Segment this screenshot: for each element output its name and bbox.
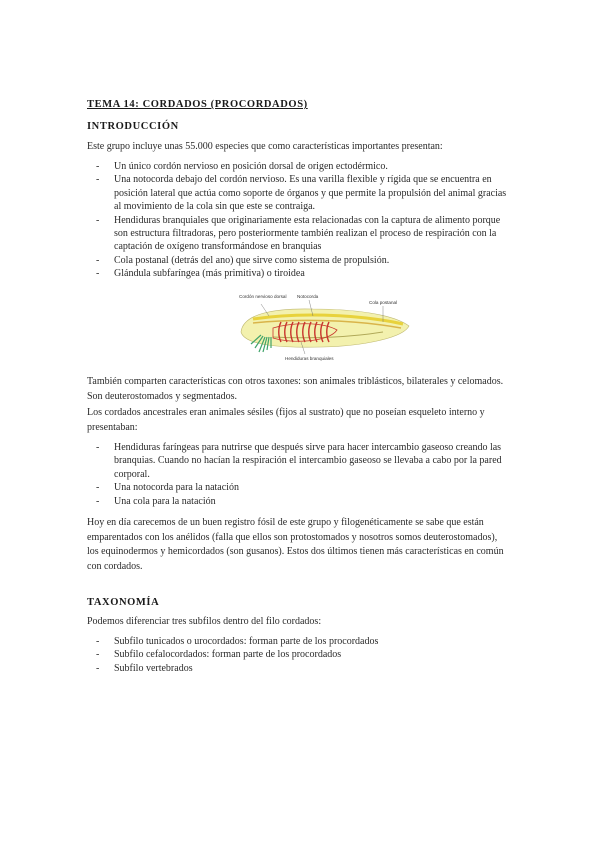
ancestral-traits-list	[96, 441, 508, 508]
list-item: - Una notocorda para la natación	[96, 482, 239, 494]
subphyla-list	[96, 635, 508, 675]
section-heading-introduccion: INTRODUCCIÓN	[87, 121, 179, 132]
intro-lead: Este grupo incluye unas 55.000 especies que como características importantes presentan:	[87, 141, 443, 152]
label-nerve-cord: Cordón nervioso dorsal	[239, 294, 287, 299]
chordate-diagram	[233, 292, 413, 370]
list-item: - Subfilo vertebrados	[96, 662, 193, 674]
list-item: - Subfilo tunicados o urocordados: forman parte de los procordados	[96, 636, 379, 647]
list-item: - Una notocorda debajo del cordón nervioso. Es una varilla flexible y rígida que se encuentra en posición lateral que actúa como soporte de órganos y que permite la propulsión del animal gracias al movimiento de la cola sin que este se contraiga.	[96, 174, 507, 213]
list-item: - Subfilo cefalocordados: forman parte de los procordados	[96, 649, 342, 661]
label-notochord: Notocorda	[297, 294, 319, 299]
label-gills: Hendiduras branquiales	[285, 356, 334, 361]
paragraph-ancestral: Los cordados ancestrales eran animales sésiles (fijos al sustrato) que no poseían esqueleto interno y presentaban:	[87, 407, 485, 433]
characteristics-list	[96, 160, 508, 281]
paragraph-phylogeny: Hoy en día carecemos de un buen registro fósil de este grupo y filogenéticamente se sabe que están emparentados con los anélidos (falla que ellos son protostomados y nosotros somos deuterostomados), los equinodermos y hemicordados (son gusanos). Estos dos últimos tienen más características en común con cordados.	[87, 517, 504, 572]
list-item: - Hendiduras branquiales que originariamente esta relacionadas con la captura de alimento porque son estructura filtradoras, pero posteriormente también realizan el proceso de respiración con la captación de oxígeno transformándose en branquias	[96, 214, 501, 253]
section-heading-taxonomia: TAXONOMÍA	[87, 597, 160, 608]
list-item: - Un único cordón nervioso en posición dorsal de origen ectodérmico.	[96, 161, 388, 172]
label-tail: Cola postanal	[369, 300, 398, 305]
taxonomy-lead: Podemos diferenciar tres subfilos dentro del filo cordados:	[87, 616, 322, 627]
list-item: - Cola postanal (detrás del ano) que sirve como sistema de propulsión.	[96, 254, 390, 266]
list-item: - Hendiduras faríngeas para nutrirse que después sirve para hacer intercambio gaseoso creando las branquias. Cuando no hacían la respiración el intercambio gaseoso se llevaba a cabo por la pared corporal.	[96, 442, 502, 480]
paragraph-shared-traits: También comparten características con otros taxones: son animales triblásticos, bilaterales y celomados. Son deuterostomados y segmentados.	[87, 376, 504, 402]
page-title: TEMA 14: CORDADOS (PROCORDADOS)	[87, 99, 308, 110]
list-item: - Glándula subfaríngea (más primitiva) o tiroidea	[96, 268, 305, 280]
list-item: - Una cola para la natación	[96, 495, 216, 507]
